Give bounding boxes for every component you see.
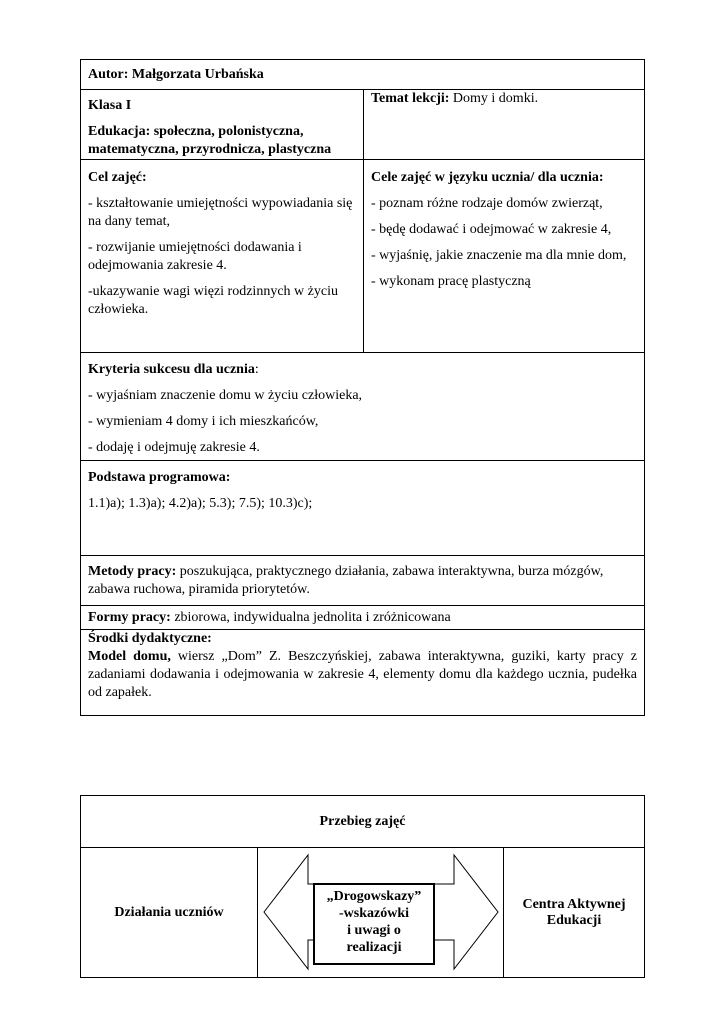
curriculum-row: [81, 460, 644, 555]
goal-item: - rozwijanie umiejętności dodawania i odejmowania zakresie 4.: [88, 240, 302, 273]
class-cell: [81, 90, 363, 159]
success-item: - wymieniam 4 domy i ich mieszkańców,: [88, 414, 319, 429]
topic-value: Domy i domki.: [452, 91, 539, 106]
means-row: [81, 629, 644, 715]
education-label: Edukacja: społeczna, polonistyczna, matematyczna, przyrodnicza, plastyczna: [88, 124, 332, 157]
student-goal-item: - będę dodawać i odejmować w zakresie 4,: [371, 222, 612, 237]
student-actions-label: Działania uczniów: [114, 904, 224, 920]
signpost-text: [314, 888, 434, 956]
topic-label: Temat lekcji:: [371, 91, 450, 106]
success-colon: :: [254, 362, 259, 377]
goals-row: [81, 159, 644, 352]
lesson-plan-table: [80, 59, 645, 716]
success-item: - wyjaśniam znaczenie domu w życiu człowieka,: [88, 388, 363, 403]
forms-value: zbiorowa, indywidualna jednolita i zróżnicowana: [170, 610, 451, 625]
signpost-line: „Drogowskazy”: [326, 889, 422, 904]
curriculum-heading: Podstawa programowa:: [88, 470, 231, 485]
course-title: Przebieg zajęć: [319, 813, 406, 829]
student-goal-item: - wyjaśnię, jakie znaczenie ma dla mnie dom,: [371, 248, 627, 263]
author-label: Autor: Małgorzata Urbańska: [88, 67, 264, 82]
methods-value: poszukująca, praktycznego działania, zabawa interaktywna, burza mózgów, zabawa ruchowa, piramida priorytetów.: [88, 564, 604, 597]
means-value: wiersz „Dom” Z. Beszczyńskiej, zabawa interaktywna, guziki, karty pracy z zadaniami dodawania i odejmowania w zakresie 4, elementy domu dla każdego ucznia, pudełka od zapałek.: [88, 649, 638, 700]
student-actions-cell: [81, 848, 257, 977]
active-centers-cell: [503, 848, 644, 977]
class-label: Klasa I: [88, 98, 132, 113]
topic-cell: [363, 90, 644, 159]
signpost-cell: [257, 848, 503, 977]
forms-heading: Formy pracy:: [88, 610, 171, 625]
success-item: - dodaję i odejmuję zakresie 4.: [88, 440, 260, 455]
goals-heading: Cel zajęć:: [88, 170, 147, 185]
goal-item: -ukazywanie wagi więzi rodzinnych w życiu człowieka.: [88, 284, 338, 317]
goals-cell: [81, 160, 363, 352]
success-heading: Kryteria sukcesu dla ucznia: [88, 362, 255, 377]
student-goal-item: - poznam różne rodzaje domów zwierząt,: [371, 196, 603, 211]
success-row: [81, 352, 644, 460]
author-row: [81, 60, 644, 89]
curriculum-value: 1.1)a); 1.3)a); 4.2)a); 5.3); 7.5); 10.3)c);: [88, 496, 313, 511]
signpost-line: i uwagi o: [347, 923, 401, 938]
forms-row: [81, 605, 644, 629]
active-centers-label: Centra Aktywnej Edukacji: [522, 896, 626, 928]
methods-row: [81, 555, 644, 605]
student-goals-heading: Cele zajęć w języku ucznia/ dla ucznia:: [371, 170, 604, 185]
course-table: [80, 795, 645, 978]
means-heading: Środki dydaktyczne:: [88, 631, 212, 646]
means-lead: Model domu,: [88, 649, 171, 664]
student-goal-item: - wykonam pracę plastyczną: [371, 274, 531, 289]
class-topic-row: [81, 89, 644, 159]
goal-item: - kształtowanie umiejętności wypowiadania się na dany temat,: [88, 196, 353, 229]
signpost-line: realizacji: [346, 940, 402, 955]
student-goals-cell: [363, 160, 644, 352]
signpost-line: -wskazówki: [338, 906, 409, 921]
course-columns: [81, 847, 644, 977]
methods-heading: Metody pracy:: [88, 564, 177, 579]
